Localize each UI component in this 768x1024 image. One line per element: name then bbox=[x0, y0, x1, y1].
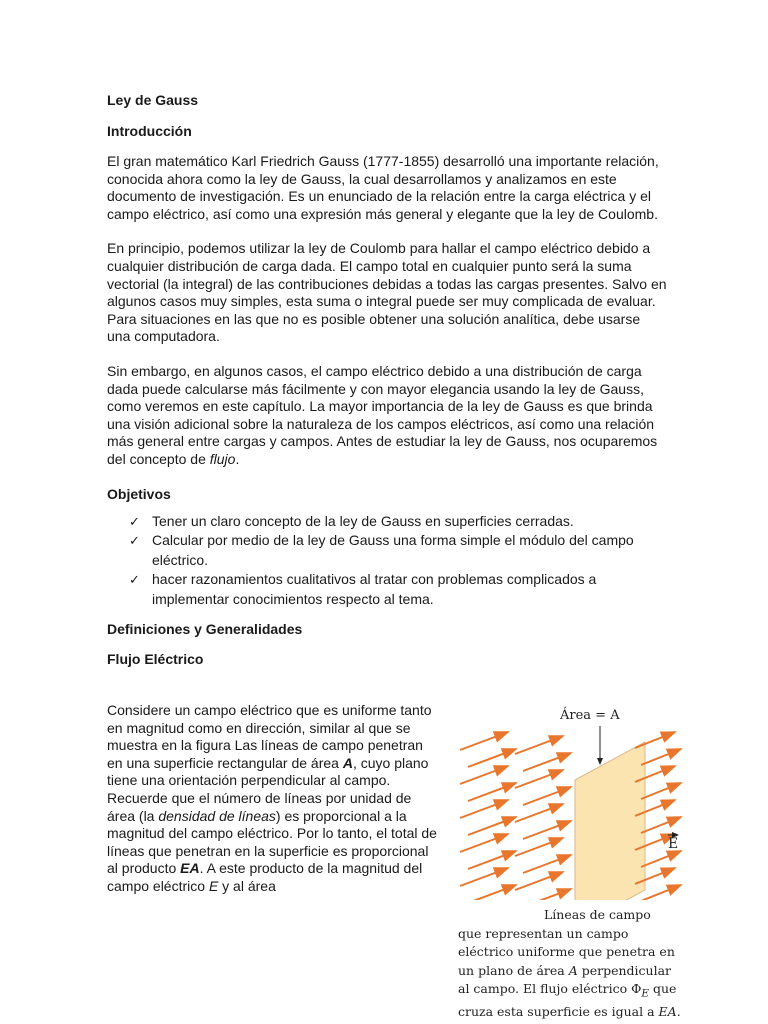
checkmark-icon: ✓ bbox=[129, 572, 140, 587]
field-line-arrow bbox=[523, 787, 571, 805]
field-line-arrow bbox=[523, 753, 571, 771]
intro-heading: Introducción bbox=[107, 123, 192, 139]
intro-paragraph-2: En principio, podemos utilizar la ley de Coulomb para hallar el campo eléctrico debido a cualquier distribución de carga dada. El campo total en cualquier punto será la suma vectorial (la integral) de las contribuciones debidas a todas las cargas presentes. Salvo en algunos casos muy simples, esta suma o integral puede ser muy complicada de evaluar. Para situaciones en las que no es posible obtener una solución analítica, debe usarse una computadora. bbox=[107, 240, 667, 345]
field-line-arrow bbox=[523, 821, 571, 839]
field-line-arrow bbox=[468, 851, 516, 869]
field-line-arrow bbox=[460, 800, 508, 818]
intro-paragraph-1: El gran matemático Karl Friedrich Gauss (1777-1855) desarrolló una importante relación, conocida ahora como la ley de Gauss, la cual desarrollamos y analizamos en este documento de investigación. Es un enunciado de la relación entre la carga eléctrica y el campo eléctrico, así como una expresión más general y elegante que la ley de Coulomb. bbox=[107, 153, 659, 222]
checkmark-icon: ✓ bbox=[129, 513, 140, 529]
objetivos-list bbox=[107, 512, 667, 610]
definiciones-heading: Definiciones y Generalidades bbox=[107, 621, 303, 637]
e-field-label: E bbox=[668, 836, 679, 852]
field-line-arrow bbox=[468, 749, 516, 767]
field-line-arrow bbox=[515, 872, 563, 890]
rectangular-surface bbox=[575, 742, 645, 900]
field-line-arrow bbox=[523, 889, 571, 900]
field-line-arrow bbox=[641, 749, 681, 765]
figure-caption: Líneas de campo que representan un campo eléctrico uniforme que penetra en un plano de área A perpendicular al campo. El flujo eléctrico $\Phi_E$ que cruza esta superficie es igual a EA. bbox=[458, 907, 681, 1019]
field-line-arrow bbox=[515, 736, 563, 754]
intro-paragraph-3: Sin embargo, en algunos casos, el campo eléctrico debido a una distribución de carga dada puede calcularse más fácilmente y con mayor elegancia usando la ley de Gauss, como veremos en este capítulo. La mayor importancia de la ley de Gauss es que brinda una visión adicional sobre la naturaleza de los campos eléctricos, así como una relación más general entre cargas y campos. Antes de estudiar la ley de Gauss, nos ocuparemos del concepto de flujo. bbox=[107, 362, 658, 467]
field-line-arrow bbox=[460, 868, 508, 886]
field-line-arrow bbox=[468, 783, 516, 801]
list-item: ✓ Tener un claro concepto de la ley de Gauss en superficies cerradas. bbox=[107, 512, 667, 532]
field-line-arrow bbox=[460, 732, 508, 750]
field-line-arrow bbox=[515, 838, 563, 856]
document-title: Ley de Gauss bbox=[107, 92, 199, 108]
checkmark-icon: ✓ bbox=[129, 533, 140, 548]
field-line-arrow bbox=[515, 770, 563, 788]
flujo-heading: Flujo Eléctrico bbox=[107, 651, 204, 667]
flujo-paragraph: Considere un campo eléctrico que es uniforme tanto en magnitud como en dirección, similar al que se muestra en la figura Las líneas de campo penetran en una superficie rectangular de área A, cuyo plano tiene una orientación perpendicular al campo. Recuerde que el número de líneas por unidad de área (la densidad de líneas) es proporcional a la magnitud del campo eléctrico. Por lo tanto, el total de líneas que penetran en la superficie es proporcional al producto EA. A este producto de la magnitud del campo eléctrico E y al área bbox=[107, 702, 437, 894]
field-line-arrow bbox=[468, 885, 516, 900]
field-line-arrow bbox=[515, 804, 563, 822]
field-line-arrow bbox=[460, 766, 508, 784]
flux-diagram bbox=[455, 700, 713, 900]
document-page bbox=[107, 92, 667, 668]
objetivos-heading: Objetivos bbox=[107, 485, 171, 502]
area-label: Área = A bbox=[560, 708, 620, 723]
field-line-arrow bbox=[641, 851, 681, 867]
electric-flux-figure bbox=[455, 700, 713, 900]
field-line-arrow bbox=[641, 885, 681, 900]
field-line-arrow bbox=[641, 783, 681, 799]
list-item: ✓ Calcular por medio de la ley de Gauss una forma simple el módulo del campo eléctrico. bbox=[129, 532, 634, 568]
list-item: ✓ hacer razonamientos cualitativos al tratar con problemas complicados a implementar conocimientos respecto al tema. bbox=[129, 571, 597, 607]
field-line-arrow bbox=[635, 732, 675, 748]
field-line-arrow bbox=[523, 855, 571, 873]
field-line-arrow bbox=[468, 817, 516, 835]
field-line-arrow bbox=[641, 817, 681, 833]
field-line-arrow bbox=[460, 834, 508, 852]
